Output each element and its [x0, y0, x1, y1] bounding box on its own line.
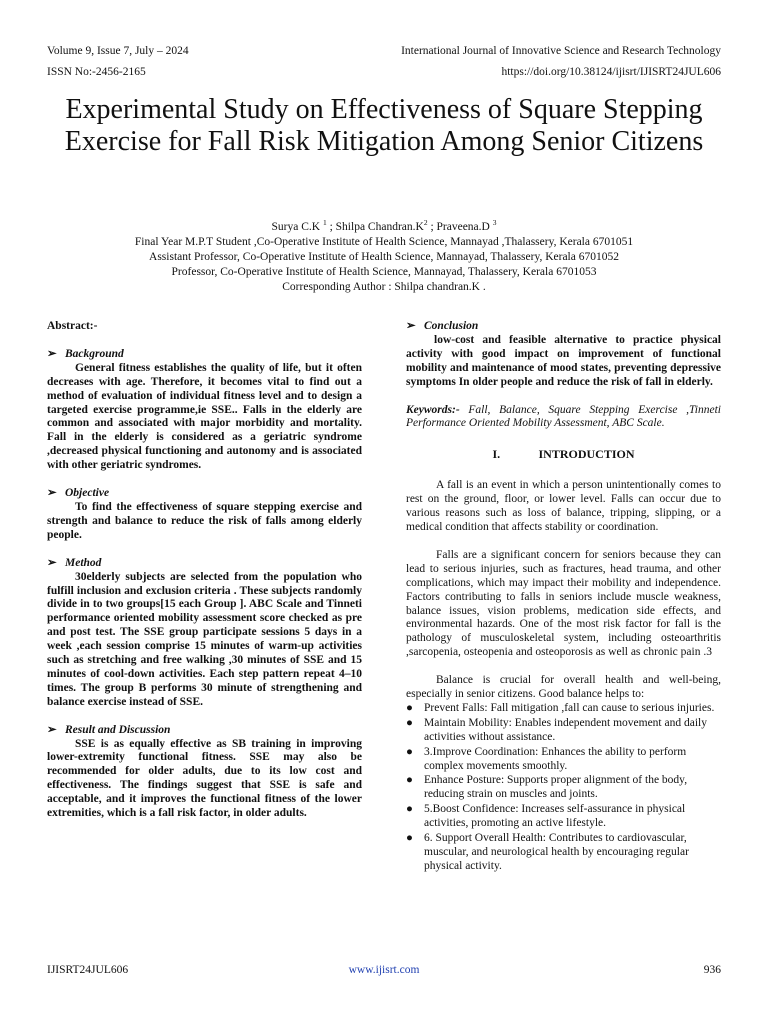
header-journal-name: International Journal of Innovative Science and Research Technology	[401, 45, 721, 57]
footer-paper-id: IJISRT24JUL606	[47, 964, 129, 976]
conclusion-text: low-cost and feasible alternative to practice physical activity with good impact on improvement of functional mobility and maintenance of mood states, preventing depressive symptoms In older people and reduce the risk of fall in elderly.	[406, 333, 721, 388]
bullet-icon: ●	[406, 701, 413, 714]
list-item-text: 6. Support Overall Health: Contributes to cardiovascular, muscular, and neurological health by encouraging regular physical activity.	[424, 832, 689, 872]
footer-website	[0, 963, 768, 977]
bullet-icon: ●	[406, 716, 413, 729]
keywords-text: Fall, Balance, Square Stepping Exercise ,Tinneti Performance Oriented Mobility Assessment, ABC Scale.	[406, 403, 721, 430]
arrow-bullet-icon: ➢	[47, 487, 57, 500]
corresponding-author: Corresponding Author : Shilpa chandran.K .	[282, 281, 486, 293]
author-3: Praveena.D	[436, 221, 490, 233]
bullet-icon: ●	[406, 832, 413, 845]
author-separator: ;	[427, 221, 437, 233]
affiliation-3: Professor, Co-Operative Institute of Health Science, Mannayad, Thalassery, Kerala 6701053	[171, 266, 597, 278]
list-item	[406, 803, 721, 831]
affiliation-2: Assistant Professor, Co-Operative Institute of Health Science, Mannayad, Thalassery, Kerala 6701052	[149, 251, 619, 263]
list-item-text: Enhance Posture: Supports proper alignment of the body, reducing strain on muscles and joints.	[424, 774, 688, 801]
list-item-text: 5.Boost Confidence: Increases self-assurance in physical activities, promoting an active lifestyle.	[424, 803, 686, 830]
author-block	[40, 220, 728, 295]
list-item	[406, 746, 721, 774]
method-heading	[47, 557, 362, 571]
footer-page-number: 936	[703, 964, 721, 976]
balance-benefits-list	[406, 702, 721, 874]
arrow-bullet-icon: ➢	[47, 556, 57, 569]
arrow-bullet-icon: ➢	[406, 320, 416, 332]
list-item	[406, 832, 721, 874]
intro-paragraph-1: A fall is an event in which a person unintentionally comes to rest on the ground, floor, or lower level. Falls can occur due to various reasons such as loss of balance, tripping, slipping, or a medical condition that affects stability or coordination.	[406, 479, 721, 533]
method-text: 30elderly subjects are selected from the population who fulfill inclusion and exclusion criteria . These subjects randomly divide in to two groups[15 each Group ]. ABC Scale and Tinneti performance oriented mobility assessment score checked as pre and post test. The SSE group participate sessions 5 days in a week ,each session comprise 15 minutes of warm-up activities such as stretching and free walking ,30 minutes of SSE and 15 minutes of cool-down activities. Each step pattern repeat 4–10 times. The group B performs 30 minute of strengthening and balance exercise instead of SSE.	[47, 570, 362, 708]
result-text: SSE is as equally effective as SB training in improving lower-extremity functional fitness. SSE may also be recommended for older adults, due to its low cost and effectiveness. The findings suggest that SSE is safe and acceptable, and it improves the functional fitness of the lower extremities, which is a fall risk factor, in older adults.	[47, 737, 362, 820]
author-1: Surya C.K	[271, 221, 321, 233]
objective-heading	[47, 487, 362, 501]
result-heading	[47, 724, 362, 738]
background-text: General fitness establishes the quality of life, but it often decreases with age. Therefore, it becomes vital to find out a method of evaluation of individual fitness level and to design a targeted exercise programme,ie SSE.. Falls in the elderly are common and associated with major morbidity and mortality. Fall in the elderly is considered as a geriatric syndrome ,decreased physical functioning and autonomy and is associated with other geriatric syndromes.	[47, 361, 362, 472]
list-item	[406, 702, 721, 716]
conclusion-heading-text: Conclusion	[424, 320, 479, 332]
keywords-label: Keywords:-	[406, 403, 460, 416]
author-2: Shilpa Chandran.K	[335, 221, 424, 233]
background-heading	[47, 348, 362, 362]
section-title: INTRODUCTION	[538, 447, 635, 462]
left-column	[47, 320, 362, 835]
header-issn: ISSN No:-2456-2165	[47, 66, 146, 78]
result-heading-text: Result and Discussion	[65, 723, 171, 736]
arrow-bullet-icon: ➢	[47, 723, 57, 736]
conclusion-heading	[406, 320, 721, 334]
paper-title: Experimental Study on Effectiveness of Square Stepping Exercise for Fall Risk Mitigation Among Senior Citizens	[64, 94, 704, 157]
section-number: I.	[492, 447, 501, 462]
intro-paragraph-3: Balance is crucial for overall health and well-being, especially in senior citizens. Good balance helps to:	[406, 674, 721, 701]
list-item-text: Maintain Mobility: Enables independent movement and daily activities without assistance.	[424, 716, 707, 743]
arrow-bullet-icon: ➢	[47, 347, 57, 360]
intro-paragraph-2: Falls are a significant concern for seniors because they can lead to serious injuries, such as fractures, head trauma, and other complications, which may impact their mobility and independence. Factors contributing to falls in seniors include muscle weakness, balance issues, vision problems, medication side effects, and environmental hazards. One of the most risk factor for fall is the pathology of musculoskeletal system, including osteoarthritis ,sarcopenia, osteopenia and osteoporosis as well as chronic pain .3	[406, 548, 721, 659]
introduction-heading	[406, 448, 721, 462]
author-1-affiliation-mark: 1	[322, 218, 327, 228]
objective-text: To find the effectiveness of square stepping exercise and strength and balance to reduce the risk of falls among elderly people.	[47, 500, 362, 541]
bullet-icon: ●	[406, 745, 413, 758]
list-item-text: 3.Improve Coordination: Enhances the ability to perform complex movements smoothly.	[424, 745, 687, 772]
list-item-text: Prevent Falls: Fall mitigation ,fall can cause to serious injuries.	[424, 701, 715, 714]
affiliation-1: Final Year M.P.T Student ,Co-Operative Institute of Health Science, Mannayad ,Thalassery, Kerala 6701051	[134, 236, 634, 248]
author-2-affiliation-mark: 2	[423, 218, 428, 228]
objective-heading-text: Objective	[65, 487, 110, 500]
keywords	[406, 404, 721, 432]
header-volume: Volume 9, Issue 7, July – 2024	[47, 45, 189, 57]
author-names	[40, 220, 728, 235]
bullet-icon: ●	[406, 803, 413, 816]
abstract-label: Abstract:-	[47, 320, 98, 332]
bullet-icon: ●	[406, 774, 413, 787]
list-item	[406, 717, 721, 745]
right-column	[406, 320, 721, 875]
author-separator: ;	[326, 221, 336, 233]
background-heading-text: Background	[65, 347, 124, 360]
header-doi-link[interactable]: https://doi.org/10.38124/ijisrt/IJISRT24JUL606	[501, 66, 721, 78]
author-3-affiliation-mark: 3	[492, 218, 497, 228]
method-heading-text: Method	[65, 556, 102, 569]
footer-website-link[interactable]: www.ijisrt.com	[348, 964, 420, 976]
list-item	[406, 774, 721, 802]
